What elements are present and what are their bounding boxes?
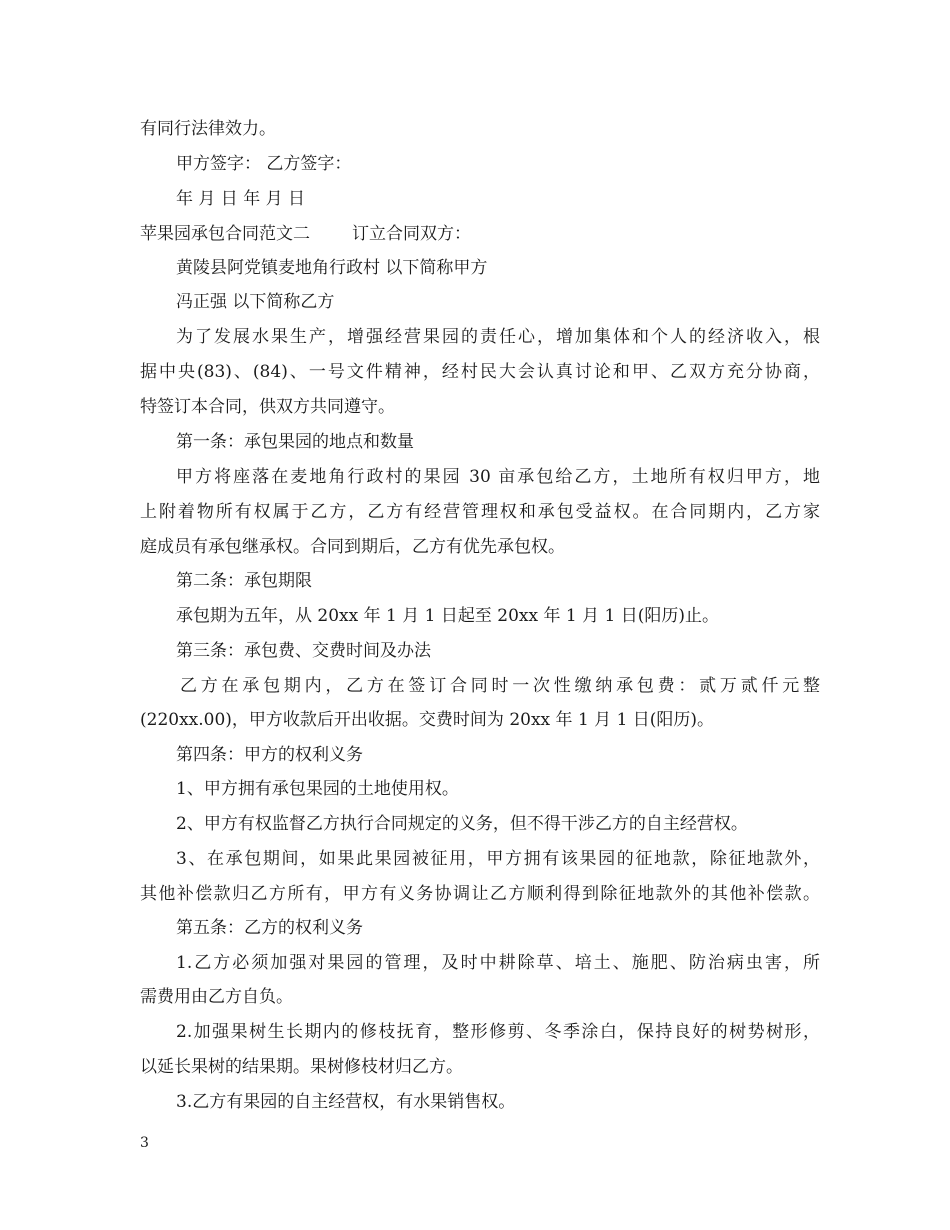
text-line: 甲方将座落在麦地角行政村的果园 30 亩承包给乙方，土地所有权归甲方，地	[176, 467, 820, 487]
list-item: 2.加强果树生长期内的修枝抚育，整形修剪、冬季涂白，保持良好的树势树形，	[176, 1022, 820, 1042]
text-line: 需费用由乙方自负。	[140, 987, 293, 1007]
page-number: 3	[140, 1135, 149, 1151]
list-item: 1、甲方拥有承包果园的土地使用权。	[176, 779, 459, 799]
article-heading: 第四条：甲方的权利义务	[176, 745, 363, 765]
list-item: 1.乙方必须加强对果园的管理，及时中耕除草、培土、施肥、防治病虫害，所	[176, 953, 820, 973]
article-heading: 第一条：承包果园的地点和数量	[176, 432, 414, 452]
list-item: 2、甲方有权监督乙方执行合同规定的义务，但不得干涉乙方的自主经营权。	[176, 814, 748, 834]
list-item: 3、在承包期间，如果此果园被征用，甲方拥有该果园的征地款，除征地款外，	[176, 849, 820, 869]
text-line: 有同行法律效力。	[140, 119, 276, 139]
signature-line: 甲方签字： 乙方签字：	[176, 154, 352, 174]
party-b-line: 冯正强 以下简称乙方	[176, 292, 335, 312]
text-line: 庭成员有承包继承权。合同到期后，乙方有优先承包权。	[140, 537, 565, 557]
text-line: 特签订本合同，供双方共同遵守。	[140, 397, 395, 417]
document-title: 苹果园承包合同范文二	[140, 224, 310, 244]
article-heading: 第三条：承包费、交费时间及办法	[176, 641, 431, 661]
list-item: 3.乙方有果园的自主经营权，有水果销售权。	[176, 1092, 516, 1112]
text-line: 为了发展水果生产，增强经营果园的责任心，增加集体和个人的经济收入，根	[176, 327, 820, 347]
article-heading: 第五条：乙方的权利义务	[176, 918, 363, 938]
text-line: 乙方在承包期内，乙方在签订合同时一次性缴纳承包费：贰万贰仟元整	[180, 676, 820, 696]
text-line: 承包期为五年，从 20xx 年 1 月 1 日起至 20xx 年 1 月 1 日(阳历)止。	[176, 606, 719, 626]
article-heading: 第二条：承包期限	[176, 571, 312, 591]
text-line: (220xx.00)，甲方收款后开出收据。交费时间为 20xx 年 1 月 1 日(阳历)。	[140, 710, 715, 730]
date-line: 年 月 日 年 月 日	[176, 189, 306, 209]
text-line: 其他补偿款归乙方所有，甲方有义务协调让乙方顺利得到除征地款外的其他补偿款。	[140, 884, 820, 904]
party-a-line: 黄陵县阿党镇麦地角行政村 以下简称甲方	[176, 258, 488, 278]
section-heading-line	[140, 222, 820, 246]
parties-label: 订立合同双方：	[352, 224, 471, 244]
text-line: 上附着物所有权属于乙方，乙方有经营管理权和承包受益权。在合同期内，乙方家	[140, 502, 820, 522]
text-line: 以延长果树的结果期。果树修枝材归乙方。	[140, 1057, 463, 1077]
text-line: 据中央(83)、(84)、一号文件精神，经村民大会认真讨论和甲、乙双方充分协商，	[140, 362, 820, 382]
